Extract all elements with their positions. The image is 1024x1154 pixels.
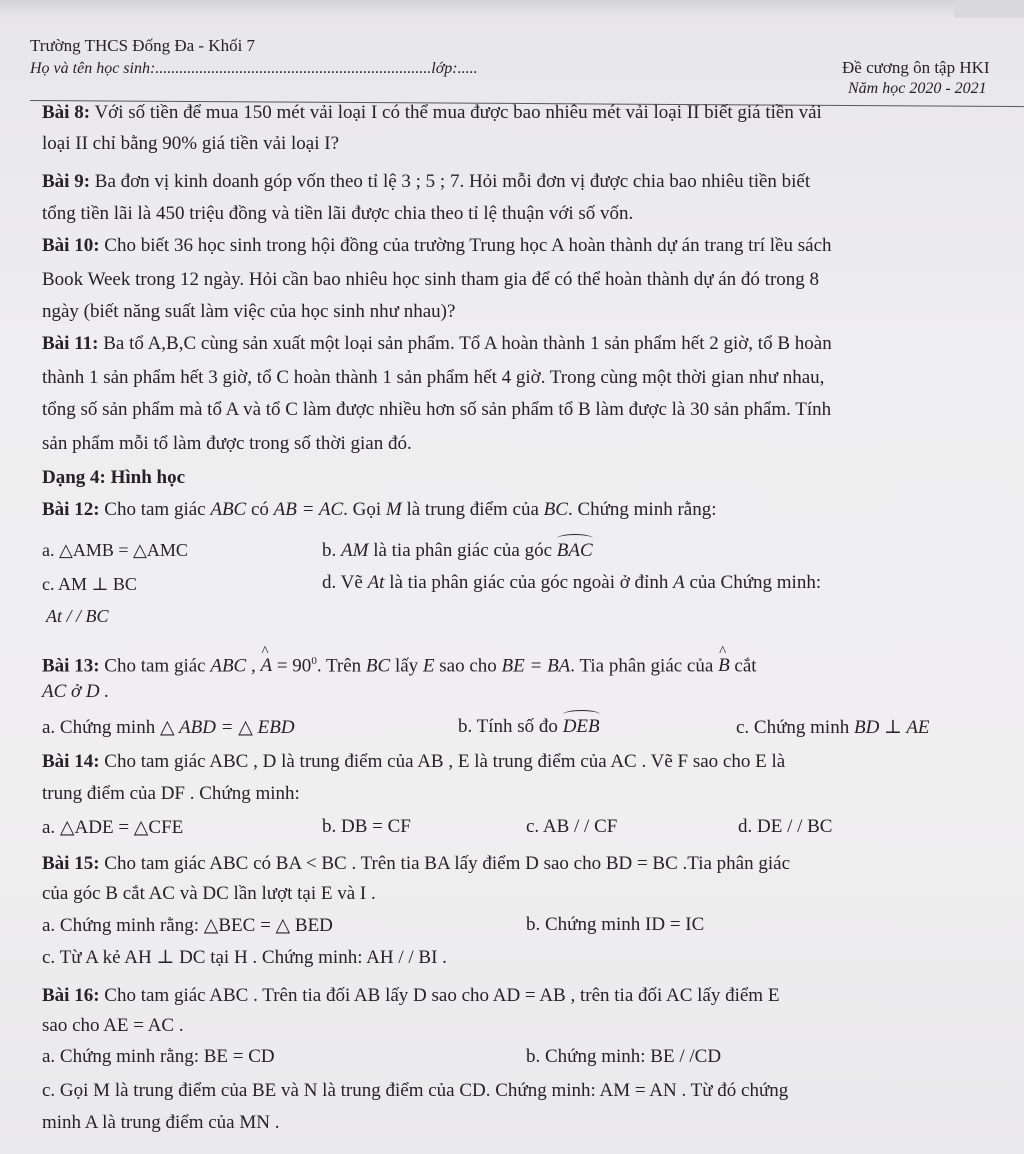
student-name-field: Họ và tên học sinh:.....................................................................lớp:..... bbox=[30, 60, 478, 77]
problem-15-part-a: a. Chứng minh rằng: △BEC = △ BED bbox=[42, 915, 333, 936]
problem-label: Bài 9: bbox=[42, 171, 91, 192]
part-label: b. Tính số đo bbox=[458, 716, 563, 737]
problem-11-line3: tổng số sản phẩm mà tổ A và tổ C làm được nhiều hơn số sản phẩm tổ B làm được là 30 sản phẩm. Tính bbox=[42, 399, 832, 420]
problem-16-part-b: b. Chứng minh: BE / /CD bbox=[526, 1046, 722, 1067]
problem-text: Cho tam giác ABC có BA < BC . Trên tia BA lấy điểm D sao cho BD = BC .Tia phân giác bbox=[99, 853, 791, 874]
problem-8-line2: loại II chỉ bằng 90% giá tiền vải loại I? bbox=[42, 133, 340, 154]
problem-9-line2: tổng tiền lãi là 450 triệu đồng và tiền lãi được chia theo tỉ lệ thuận với số vốn. bbox=[42, 203, 634, 224]
problem-14-part-b: b. DB = CF bbox=[322, 816, 411, 837]
problem-12-part-a: a. △AMB = △AMC bbox=[42, 540, 188, 560]
problem-14-part-d: d. DE / / BC bbox=[738, 816, 833, 837]
part-label: b. bbox=[322, 540, 341, 561]
problem-text: có bbox=[246, 499, 274, 520]
problem-text: Cho biết 36 học sinh trong hội đồng của trường Trung học A hoàn thành dự án trang trí lều sách bbox=[99, 235, 832, 256]
problem-13-part-a bbox=[42, 716, 295, 739]
problem-text: Cho tam giác ABC . Trên tia đối AB lấy D sao cho AD = AB , trên tia đối AC lấy điểm E bbox=[99, 985, 780, 1006]
problem-10-line3: ngày (biết năng suất làm việc của học sinh như nhau)? bbox=[42, 301, 456, 322]
problem-label: Bài 11: bbox=[42, 333, 99, 354]
part-label: d. Vẽ bbox=[322, 572, 368, 593]
problem-12-part-d bbox=[322, 572, 821, 594]
problem-16 bbox=[42, 980, 779, 1011]
problem-16-part-c-line2: minh A là trung điểm của MN . bbox=[42, 1112, 280, 1133]
math-term: AM bbox=[341, 540, 369, 561]
corner-scrap bbox=[954, 0, 1024, 18]
problem-text: cắt bbox=[729, 655, 757, 677]
math-term: ABC bbox=[210, 655, 247, 677]
problem-15-part-c: c. Từ A kẻ AH ⊥ DC tại H . Chứng minh: AH / / BI . bbox=[42, 947, 447, 968]
problem-15 bbox=[42, 848, 790, 879]
problem-text: . Trên bbox=[316, 655, 366, 677]
problem-text: Cho tam giác ABC , D là trung điểm của AB , E là trung điểm của AC . Vẽ F sao cho E là bbox=[99, 751, 786, 772]
problem-text: Cho tam giác bbox=[99, 499, 211, 520]
problem-text: là tia phân giác của góc ngoài ở đỉnh bbox=[384, 572, 674, 593]
problem-8 bbox=[42, 97, 822, 128]
degree-mark: 0 bbox=[311, 655, 317, 667]
problem-13-line2: AC ở D . bbox=[42, 681, 110, 702]
problem-13-part-b bbox=[458, 716, 600, 738]
problem-text: Ba đơn vị kinh doanh góp vốn theo tỉ lệ 3 ; 5 ; 7. Hỏi mỗi đơn vị được chia bao nhiêu tiền biết bbox=[90, 171, 811, 192]
problem-text: , bbox=[246, 655, 261, 677]
part-label: c. Chứng minh bbox=[736, 717, 854, 738]
problem-label: Bài 14: bbox=[42, 751, 100, 772]
angle-term: BAC bbox=[556, 540, 593, 561]
top-shadow bbox=[0, 0, 1024, 18]
problem-text: sao cho bbox=[434, 655, 502, 677]
problem-text: Với số tiền để mua 150 mét vải loại I có thể mua được bao nhiêu mét vải loại II biết giá tiền vải bbox=[90, 102, 822, 123]
problem-14-part-c: c. AB / / CF bbox=[526, 816, 618, 837]
problem-text: là tia phân giác của góc bbox=[368, 540, 557, 561]
problem-text: . Tia phân giác của bbox=[570, 655, 719, 677]
document-title: Đề cương ôn tập HKI bbox=[842, 58, 990, 77]
problem-12 bbox=[42, 494, 717, 525]
problem-11-line2: thành 1 sản phẩm hết 3 giờ, tổ C hoàn thành 1 sản phẩm hết 4 giờ. Trong cùng một thời gian như nhau, bbox=[42, 367, 825, 388]
problem-10 bbox=[42, 230, 832, 261]
problem-15-part-b: b. Chứng minh ID = IC bbox=[526, 914, 705, 935]
problem-16-line2: sao cho AE = AC . bbox=[42, 1015, 184, 1036]
problem-14-line2: trung điểm của DF . Chứng minh: bbox=[42, 783, 300, 804]
problem-text: lấy bbox=[390, 655, 423, 677]
math-term: BD ⊥ AE bbox=[853, 717, 930, 738]
problem-16-part-c: c. Gọi M là trung điểm của BE và N là trung điểm của CD. Chứng minh: AM = AN . Từ đó chứng bbox=[42, 1080, 789, 1101]
angle-term: ^ A bbox=[260, 650, 272, 681]
problem-text: . Chứng minh rằng: bbox=[567, 499, 717, 520]
problem-13 bbox=[42, 646, 757, 681]
math-term: AB = AC bbox=[273, 499, 344, 520]
problem-14 bbox=[42, 746, 785, 777]
math-term: E bbox=[422, 655, 435, 677]
problem-12-part-d-line2: At / / BC bbox=[46, 606, 109, 626]
problem-label: Bài 12: bbox=[42, 499, 100, 520]
math-term: At bbox=[367, 572, 385, 593]
math-term: BC bbox=[365, 655, 391, 677]
math-term: BE = BA bbox=[501, 655, 571, 677]
problem-12-part-b bbox=[322, 540, 593, 562]
problem-text: Cho tam giác bbox=[99, 655, 211, 677]
part-label: a. Chứng minh bbox=[42, 717, 160, 738]
school-year: Năm học 2020 - 2021 bbox=[848, 80, 987, 97]
math-term: A bbox=[673, 572, 685, 593]
problem-text: là trung điểm của bbox=[401, 499, 544, 520]
math-term: △ ABD = △ EBD bbox=[159, 717, 295, 738]
problem-11 bbox=[42, 328, 832, 359]
angle-term: ^ B bbox=[718, 650, 730, 681]
problem-13-part-c bbox=[736, 716, 930, 739]
problem-11-line4: sản phẩm mỗi tổ làm được trong số thời gian đó. bbox=[42, 433, 412, 454]
section-heading: Dạng 4: Hình học bbox=[42, 467, 186, 488]
problem-text: . Gọi bbox=[343, 499, 386, 520]
problem-12-part-c: c. AM ⊥ BC bbox=[42, 574, 137, 594]
problem-text: = 90 bbox=[272, 655, 312, 677]
problem-15-line2: của góc B cắt AC và DC lần lượt tại E và I . bbox=[42, 883, 376, 904]
math-term: ABC bbox=[210, 499, 247, 520]
problem-10-line2: Book Week trong 12 ngày. Hỏi cần bao nhiêu học sinh tham gia để có thể hoàn thành dự án đó trong 8 bbox=[42, 269, 820, 290]
problem-16-part-a: a. Chứng minh rằng: BE = CD bbox=[42, 1046, 275, 1067]
problem-label: Bài 16: bbox=[42, 985, 100, 1006]
problem-14-part-a: a. △ADE = △CFE bbox=[42, 817, 184, 838]
problem-label: Bài 10: bbox=[42, 235, 100, 256]
problem-text: Ba tổ A,B,C cùng sản xuất một loại sản phẩm. Tổ A hoàn thành 1 sản phẩm hết 2 giờ, tổ B hoàn bbox=[98, 333, 832, 354]
angle-term: DEB bbox=[562, 716, 600, 737]
problem-9 bbox=[42, 166, 810, 197]
problem-text: của Chứng minh: bbox=[684, 572, 822, 593]
problem-label: Bài 13: bbox=[42, 655, 100, 677]
math-term: M bbox=[385, 499, 402, 520]
math-term: BC bbox=[543, 499, 568, 520]
problem-label: Bài 15: bbox=[42, 853, 100, 874]
problem-label: Bài 8: bbox=[42, 102, 91, 123]
school-name: Trường THCS Đống Đa - Khối 7 bbox=[30, 36, 256, 55]
